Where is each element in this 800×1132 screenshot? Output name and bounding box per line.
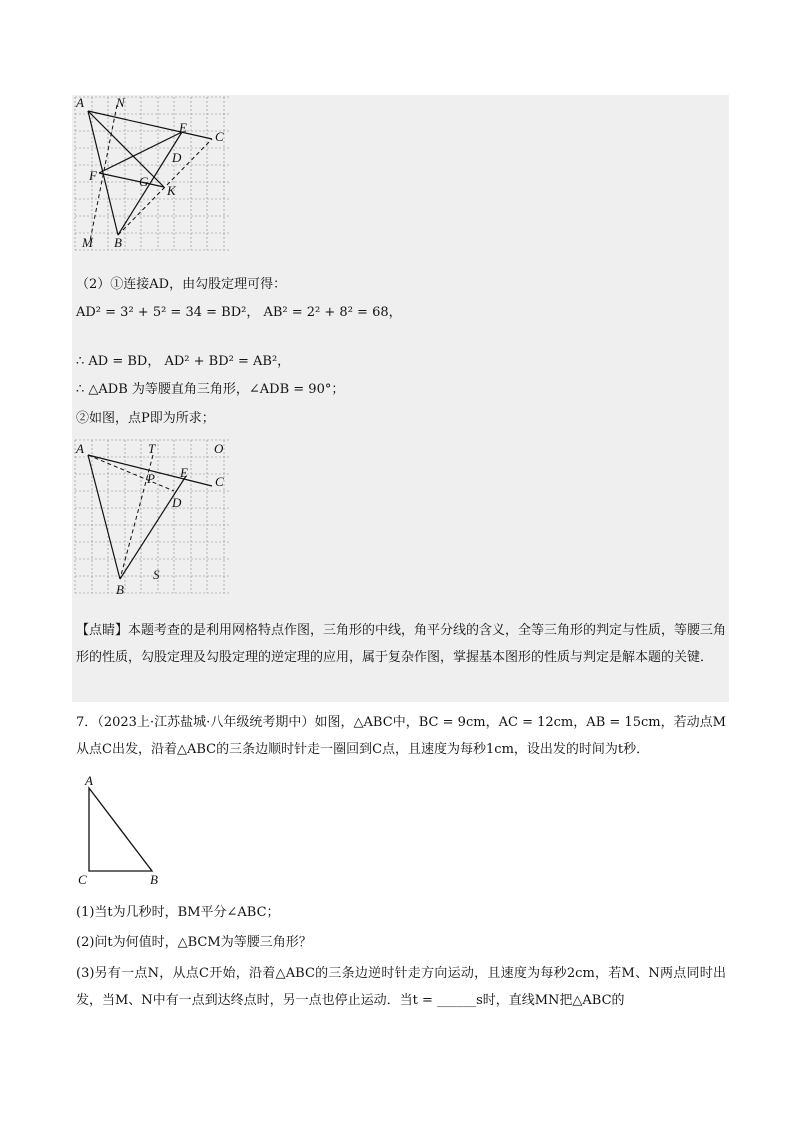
label2-S: S (153, 567, 160, 582)
label-N: N (116, 95, 125, 110)
label-C: C (215, 129, 224, 144)
triangle-abc (89, 788, 152, 871)
label-B: B (114, 235, 122, 250)
solution-line-2: AD² = 3² + 5² = 34 = BD²， AB² = 2² + 8² = 68， (76, 305, 402, 320)
label2-E: E (180, 465, 188, 480)
tri-label-A: A (85, 773, 93, 788)
grid-figure-2 (72, 436, 232, 601)
tri-label-B: B (150, 872, 158, 887)
label2-A: A (76, 441, 84, 456)
solution-line-3: ∴ AD = BD， AD² + BD² = AB²， (76, 354, 291, 369)
label-K: K (167, 183, 176, 198)
seg-FK (99, 173, 164, 187)
question-3: (3)另有一点N，从点C开始，沿着△ABC的三条边逆时针走方向运动，且速度为每秒2cm，若M、N两点同时出发，当M、N中有一点到达终点时，另一点也停止运动．当t = ______s时，直线MN把△ABC的 (76, 966, 726, 1008)
seg-BC (118, 139, 212, 235)
grid-figure-1 (72, 95, 232, 255)
seg-AC (88, 111, 212, 139)
seg2-BE (120, 476, 186, 579)
label-F: F (89, 168, 97, 183)
label2-T: T (148, 441, 156, 456)
tri-label-C: C (78, 872, 87, 887)
triangle-figure (72, 772, 172, 892)
label-D: D (172, 150, 182, 165)
label2-D: D (172, 495, 182, 510)
label2-C: C (215, 474, 224, 489)
label-G: G (139, 174, 149, 189)
label2-O: O (214, 441, 224, 456)
solution-line-5: ②如图，点P即为所求； (76, 411, 215, 426)
seg2-AB (88, 455, 120, 579)
question-1: (1)当t为几秒时，BM平分∠ABC； (76, 905, 280, 920)
label-E: E (179, 120, 187, 135)
solution-line-4: ∴ △ADB 为等腰直角三角形，∠ADB = 90°； (76, 382, 345, 397)
question-2: (2)问t为何值时，△BCM为等腰三角形？ (76, 935, 312, 950)
solution-line-1: （2）①连接AD，由勾股定理可得： (76, 277, 287, 292)
seg-AK (88, 111, 164, 187)
problem7-stem: 7．（2023上·江苏盐城·八年级统考期中）如图，△ABC中，BC = 9cm，AC = 12cm，AB = 15cm，若动点M从点C出发，沿着△ABC的三条边顺时针走一圈回到C点，且速度为每秒1cm，设出发的时间为t秒． (76, 715, 726, 757)
label-M: M (82, 235, 93, 250)
label2-P: P (147, 471, 155, 486)
label-A: A (76, 95, 84, 110)
label2-B: B (116, 582, 124, 597)
comment-paragraph: 【点睛】本题考查的是利用网格特点作图，三角形的中线，角平分线的含义，全等三角形的判定与性质，等腰三角形的性质，勾股定理及勾股定理的逆定理的应用，属于复杂作图，掌握基本图形的性质与判定是解本题的关键． (76, 623, 727, 665)
